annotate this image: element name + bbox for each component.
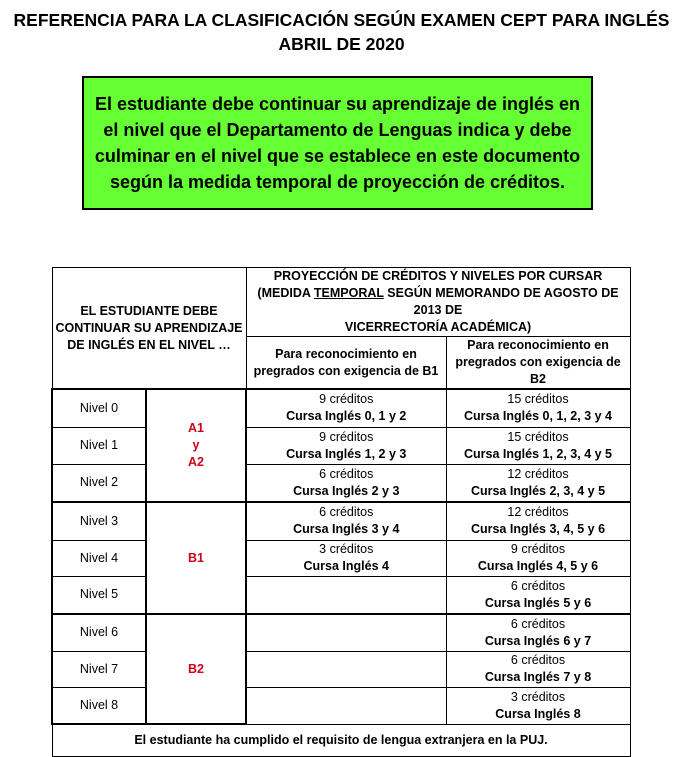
level-cell: Nivel 5 — [52, 576, 146, 614]
b2-credits: 6 créditos — [510, 653, 566, 667]
b1-credits: 6 créditos — [319, 466, 374, 481]
b1-cell — [246, 687, 446, 724]
classification-table — [51, 267, 631, 757]
b2-courses: Cursa Inglés 4, 5 y 6 — [477, 559, 599, 573]
document-title — [0, 8, 683, 56]
b2-credits: 6 créditos — [510, 616, 566, 631]
projection-header-post: SEGÚN MEMORANDO DE AGOSTO DE 2013 DE — [383, 286, 619, 317]
b2-cell — [446, 576, 630, 614]
b1-courses: Cursa Inglés 1, 2 y 3 — [286, 446, 407, 461]
b1-courses: Cursa Inglés 4 — [303, 559, 389, 573]
title-line-1: REFERENCIA PARA LA CLASIFICACIÓN SEGÚN EXAMEN CEPT PARA INGLÉS — [13, 10, 670, 30]
table-footer: El estudiante ha cumplido el requisito de lengua extranjera en la PUJ. — [52, 724, 630, 756]
b2-courses: Cursa Inglés 6 y 7 — [484, 633, 592, 648]
b2-courses: Cursa Inglés 8 — [495, 706, 581, 721]
b1-subheader: Para reconocimiento en pregrados con exigencia de B1 — [246, 337, 446, 390]
notice-text: El estudiante debe continuar su aprendizaje de inglés en el nivel que el Departamento de Lenguas indica y debe culminar en el nivel que se establece en este documento según la medida temporal de proyección de créditos. — [94, 94, 581, 192]
level-cell: Nivel 8 — [52, 687, 146, 724]
b2-courses: Cursa Inglés 5 y 6 — [484, 595, 592, 610]
b2-cell — [446, 464, 630, 502]
projection-header-pre: (MEDIDA — [257, 286, 314, 300]
projection-header-line-1: PROYECCIÓN DE CRÉDITOS Y NIVELES POR CURSAR — [273, 269, 603, 283]
projection-header-line-2 — [247, 285, 630, 319]
left-header: EL ESTUDIANTE DEBE CONTINUAR SU APRENDIZAJE DE INGLÉS EN EL NIVEL … — [52, 268, 246, 390]
b2-credits: 12 créditos — [507, 466, 569, 481]
b2-credits: 3 créditos — [510, 689, 566, 704]
b2-credits: 15 créditos — [507, 429, 569, 444]
b2-courses: Cursa Inglés 0, 1, 2, 3 y 4 — [464, 409, 612, 424]
b1-cell — [246, 389, 446, 427]
b1-cell — [246, 651, 446, 687]
b2-courses: Cursa Inglés 7 y 8 — [484, 670, 592, 684]
b2-credits: 6 créditos — [510, 578, 566, 593]
b2-credits: 9 créditos — [510, 542, 566, 556]
level-cell: Nivel 0 — [52, 389, 146, 427]
cefr-group-b2: B2 — [146, 614, 246, 724]
b1-courses: Cursa Inglés 3 y 4 — [293, 522, 400, 537]
b2-cell — [446, 614, 630, 651]
b1-cell — [246, 427, 446, 464]
b2-cell — [446, 540, 630, 576]
b2-cell — [446, 651, 630, 687]
b2-courses: Cursa Inglés 2, 3, 4 y 5 — [470, 483, 606, 498]
b2-courses: Cursa Inglés 1, 2, 3, 4 y 5 — [464, 446, 612, 461]
title-line-2: ABRIL DE 2020 — [278, 34, 405, 54]
level-cell: Nivel 1 — [52, 427, 146, 464]
b2-cell — [446, 427, 630, 464]
b1-courses: Cursa Inglés 2 y 3 — [293, 483, 400, 498]
b1-credits: 6 créditos — [319, 505, 374, 520]
b2-credits: 15 créditos — [507, 392, 569, 407]
cefr-group-a1-a2 — [146, 389, 246, 502]
cefr-label: A1 y A2 — [188, 421, 204, 469]
b1-cell — [246, 614, 446, 651]
projection-header — [246, 268, 630, 337]
b1-cell — [246, 464, 446, 502]
level-cell: Nivel 6 — [52, 614, 146, 651]
b1-cell — [246, 576, 446, 614]
b2-credits: 12 créditos — [507, 505, 569, 520]
b1-credits: 9 créditos — [319, 429, 374, 444]
b2-courses: Cursa Inglés 3, 4, 5 y 6 — [470, 522, 606, 537]
level-cell: Nivel 4 — [52, 540, 146, 576]
level-cell: Nivel 7 — [52, 651, 146, 687]
notice-box — [82, 76, 593, 210]
b2-cell — [446, 687, 630, 724]
b2-cell — [446, 389, 630, 427]
cefr-group-b1: B1 — [146, 502, 246, 614]
b2-cell — [446, 502, 630, 540]
b2-subheader: Para reconocimiento en pregrados con exigencia de B2 — [446, 337, 630, 390]
b1-cell — [246, 540, 446, 576]
level-cell: Nivel 2 — [52, 464, 146, 502]
b1-courses: Cursa Inglés 0, 1 y 2 — [286, 409, 407, 424]
b1-credits: 3 créditos — [319, 542, 374, 556]
projection-header-line-3: VICERRECTORÍA ACADÉMICA) — [344, 320, 532, 334]
b1-cell — [246, 502, 446, 540]
projection-header-underlined: TEMPORAL — [313, 286, 384, 300]
level-cell: Nivel 3 — [52, 502, 146, 540]
b1-credits: 9 créditos — [319, 392, 374, 407]
